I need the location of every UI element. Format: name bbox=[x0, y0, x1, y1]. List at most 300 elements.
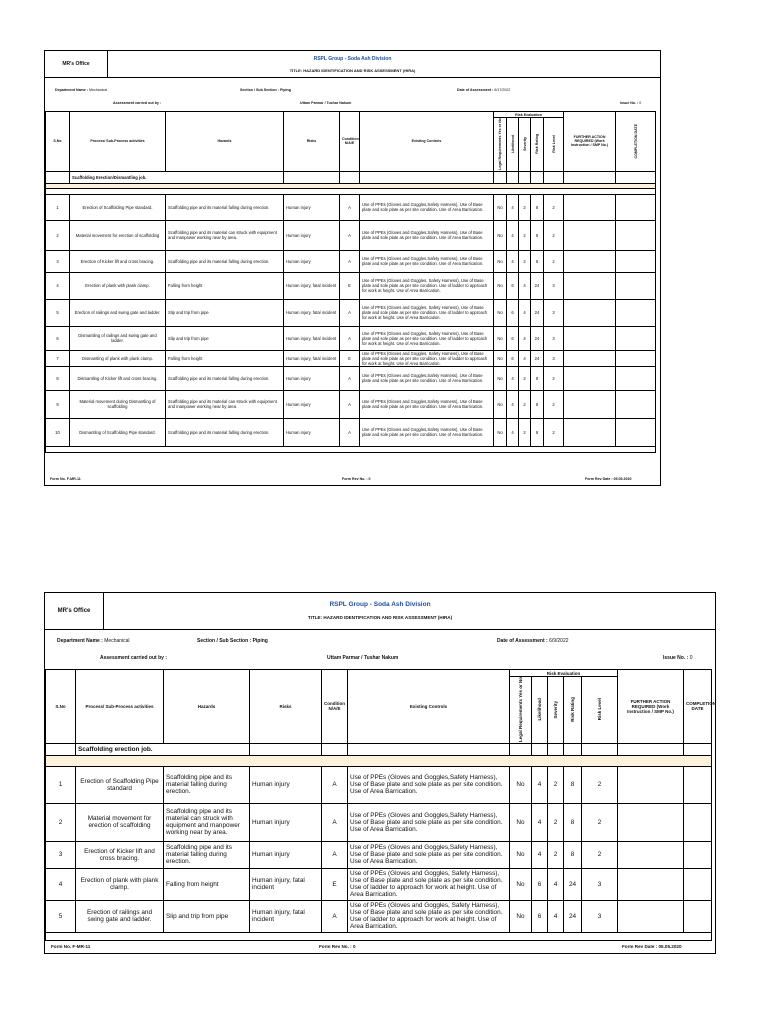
col-legal bbox=[510, 677, 532, 744]
cell-risk: Human injury bbox=[250, 766, 322, 803]
cell-sno: 2 bbox=[46, 803, 76, 841]
cell-risk-level: 3 bbox=[544, 326, 564, 350]
cell-legal: No bbox=[494, 326, 507, 350]
cell-likelihood: 6 bbox=[532, 868, 548, 900]
col-severity-label: Severity bbox=[553, 700, 558, 719]
cell-likelihood: 4 bbox=[507, 366, 519, 390]
cell-severity: 2 bbox=[548, 803, 564, 841]
cell-severity: 2 bbox=[519, 418, 531, 446]
cell-further-action bbox=[564, 366, 616, 390]
job-title-row bbox=[46, 171, 656, 183]
cell-sno: 4 bbox=[46, 272, 70, 299]
spacer-cell bbox=[46, 446, 656, 452]
cell-further-action bbox=[564, 326, 616, 350]
job-blank bbox=[684, 743, 712, 755]
col-hazards: Hazards bbox=[164, 670, 250, 744]
cell-control: Use of PPEs (Gloves and Goggles,Safety Harness), Use of Base plate and sole plate as per site condition. Use of Area Barrication. bbox=[360, 390, 494, 418]
job-blank bbox=[494, 171, 507, 183]
cell-sno: 7 bbox=[46, 350, 70, 366]
cell-risk: Human injury, fatal incident bbox=[284, 272, 340, 299]
cell-further-action bbox=[618, 868, 684, 900]
spacer-row bbox=[46, 446, 656, 452]
cell-risk-rating: 24 bbox=[531, 350, 544, 366]
cell-completion-date bbox=[616, 366, 656, 390]
cell-further-action bbox=[564, 299, 616, 326]
cell-condition: A bbox=[340, 299, 360, 326]
cell-likelihood: 4 bbox=[507, 418, 519, 446]
form-header bbox=[45, 593, 715, 630]
cell-risk-level: 3 bbox=[544, 299, 564, 326]
cell-legal: No bbox=[494, 250, 507, 272]
cell-likelihood: 6 bbox=[507, 350, 519, 366]
table-row bbox=[46, 841, 712, 868]
cell-hazard: Falling from height bbox=[166, 272, 284, 299]
cell-risk-level: 3 bbox=[544, 350, 564, 366]
cell-likelihood: 4 bbox=[507, 220, 519, 250]
col-risks: Risks bbox=[250, 670, 322, 744]
cell-control: Use of PPEs (Gloves and Goggles,Safety Harness), Use of Base plate and sole plate as per site condition. Use of Area Barrication. bbox=[360, 418, 494, 446]
cell-process: Erection of Scaffolding Pipe standard bbox=[76, 766, 164, 803]
job-blank bbox=[531, 171, 544, 183]
spacer-row bbox=[46, 932, 712, 940]
table-row bbox=[46, 326, 656, 350]
cell-process: Material movement for erection of scaffolding bbox=[76, 803, 164, 841]
cell-legal: No bbox=[494, 366, 507, 390]
cell-further-action bbox=[564, 250, 616, 272]
department-field bbox=[57, 638, 130, 644]
cell-hazard: Slip and trip from pipe bbox=[164, 900, 250, 932]
col-further-action: FURTHER ACTION REQUIRED (Work Instruction / SMP No.) bbox=[564, 112, 616, 172]
col-process: Process/ Sub-Process activities bbox=[76, 670, 164, 744]
job-blank bbox=[348, 743, 510, 755]
hira-form-page-1 bbox=[44, 50, 661, 486]
cell-sno: 6 bbox=[46, 326, 70, 350]
cell-risk: Human injury bbox=[284, 366, 340, 390]
job-blank bbox=[510, 743, 532, 755]
table-row bbox=[46, 194, 656, 220]
cell-risk-level: 3 bbox=[582, 900, 618, 932]
cell-risk-level: 2 bbox=[582, 803, 618, 841]
col-risk-level bbox=[544, 118, 564, 172]
cell-risk: Human injury, fatal incident bbox=[284, 299, 340, 326]
cell-control: Use of PPEs (Gloves and Goggles,Safety Harness), Use of Base plate and sole plate as per site condition. Use of Area Barrication. bbox=[360, 250, 494, 272]
job-blank bbox=[284, 171, 340, 183]
cell-risk-level: 2 bbox=[544, 390, 564, 418]
job-blank bbox=[250, 743, 322, 755]
cell-legal: No bbox=[494, 194, 507, 220]
cell-risk-rating: 24 bbox=[564, 900, 582, 932]
cell-sno: 5 bbox=[46, 299, 70, 326]
cell-severity: 2 bbox=[519, 390, 531, 418]
table-row bbox=[46, 390, 656, 418]
col-controls: Existing Controls bbox=[348, 670, 510, 744]
cell-further-action bbox=[618, 900, 684, 932]
issue-field bbox=[663, 655, 692, 661]
section-field bbox=[240, 88, 291, 92]
cell-completion-date bbox=[684, 766, 712, 803]
footer-form-no: Form No. F-MR-11 bbox=[51, 944, 91, 949]
cell-process: Dismantling of Kicker lift and cross bracing. bbox=[70, 366, 166, 390]
cell-risk-rating: 8 bbox=[531, 194, 544, 220]
cell-likelihood: 6 bbox=[532, 900, 548, 932]
cell-risk-rating: 8 bbox=[531, 366, 544, 390]
cell-hazard: Slip and trip from pipe bbox=[166, 299, 284, 326]
cell-risk: Human injury, fatal incident bbox=[284, 350, 340, 366]
cell-completion-date bbox=[684, 841, 712, 868]
section-label: Section / Sub Section : bbox=[197, 638, 252, 644]
table-row bbox=[46, 299, 656, 326]
cell-control: Use of PPEs (Gloves and Goggles,Safety Harness), Use of Base plate and sole plate as per site condition. Use of Area Barrication. bbox=[360, 220, 494, 250]
cell-risk-level: 2 bbox=[544, 194, 564, 220]
col-severity bbox=[548, 677, 564, 744]
cell-hazard: Falling from height bbox=[166, 350, 284, 366]
cell-risk-level: 3 bbox=[544, 272, 564, 299]
cell-hazard: Scaffolding pipe and its material falling during erection. bbox=[164, 766, 250, 803]
col-risk-rating bbox=[564, 677, 582, 744]
issue-field bbox=[620, 101, 641, 105]
cell-control: Use of PPEs (Gloves and Goggles, Safety Harness), Use of Base plate and sole plate as per site condition. Use of ladder to approach for work at height. Use of Area Barrication. bbox=[348, 900, 510, 932]
col-severity bbox=[519, 118, 531, 172]
cell-condition: A bbox=[340, 418, 360, 446]
cell-further-action bbox=[564, 194, 616, 220]
cell-hazard: Scaffolding pipe and its material falling during erection. bbox=[164, 841, 250, 868]
cell-likelihood: 4 bbox=[507, 194, 519, 220]
department-value: Mechanical bbox=[104, 638, 130, 644]
cell-risk: Human injury bbox=[284, 418, 340, 446]
cell-legal: No bbox=[494, 272, 507, 299]
cell-severity: 4 bbox=[519, 350, 531, 366]
footer-form-no: Form No. F-MR-11 bbox=[50, 477, 81, 481]
cell-severity: 2 bbox=[519, 194, 531, 220]
office-label: MR's Office bbox=[45, 593, 104, 629]
cell-control: Use of PPEs (Gloves and Goggles,Safety Harness), Use of Base plate and sole plate as per site condition. Use of Area Barrication. bbox=[348, 766, 510, 803]
cell-sno: 2 bbox=[46, 220, 70, 250]
cell-sno: 4 bbox=[46, 868, 76, 900]
section-value: Piping bbox=[252, 638, 268, 644]
col-severity-label: Severity bbox=[522, 136, 527, 151]
cell-severity: 2 bbox=[519, 366, 531, 390]
col-likelihood-label: Likelihood bbox=[537, 698, 542, 721]
cell-likelihood: 4 bbox=[532, 766, 548, 803]
cell-sno: 8 bbox=[46, 366, 70, 390]
cell-likelihood: 4 bbox=[532, 841, 548, 868]
cell-risk-level: 3 bbox=[582, 868, 618, 900]
cell-sno: 9 bbox=[46, 390, 70, 418]
job-cell-blank bbox=[46, 743, 76, 755]
company-name: RSPL Group - Soda Ash Division bbox=[329, 601, 431, 608]
cell-severity: 4 bbox=[519, 326, 531, 350]
col-hazards: Hazards bbox=[166, 112, 284, 172]
cell-condition: A bbox=[340, 250, 360, 272]
col-risk-level-label: Risk Level bbox=[597, 698, 602, 721]
carried-out-value: Uttam Parmar / Tushar Nakum bbox=[300, 101, 352, 105]
col-legal-label: Legal Requirements Yes or No bbox=[518, 677, 523, 742]
cell-legal: No bbox=[494, 299, 507, 326]
department-label: Department Name : bbox=[55, 88, 88, 92]
section-label: Section / Sub Section : bbox=[240, 88, 279, 92]
assessment-date-field bbox=[457, 88, 510, 92]
section-value: Piping bbox=[279, 88, 291, 92]
col-sno: S.No bbox=[46, 112, 70, 172]
date-value: 6/17/2022 bbox=[494, 88, 511, 92]
cell-hazard: Scaffolding pipe and its material can struck with equipment and manpower working near by area. bbox=[166, 220, 284, 250]
date-label: Date of Assessment : bbox=[497, 638, 548, 644]
cell-process: Erection of Kicker lift and cross bracing. bbox=[70, 250, 166, 272]
cell-likelihood: 4 bbox=[507, 250, 519, 272]
cell-control: Use of PPEs (Gloves and Goggles, Safety Harness), Use of Base plate and sole plate as per site condition. Use of ladder to approach for work at height. Use of Area Barrication. bbox=[348, 868, 510, 900]
cell-risk-rating: 24 bbox=[531, 299, 544, 326]
cell-control: Use of PPEs (Gloves and Goggles, Safety Harness), Use of Base plate and sole plate as per site condition. Use of ladder to approach for work at height. Use of Area Barrication. bbox=[360, 272, 494, 299]
col-risk-level-label: Risk Level bbox=[551, 135, 556, 153]
job-blank bbox=[544, 171, 564, 183]
table-row bbox=[46, 418, 656, 446]
col-condition: Condition N/A/E bbox=[322, 670, 348, 744]
cell-legal: No bbox=[494, 220, 507, 250]
table-row bbox=[46, 803, 712, 841]
job-blank bbox=[582, 743, 618, 755]
hira-table-1 bbox=[45, 111, 656, 453]
table-row bbox=[46, 350, 656, 366]
cell-risk: Human injury, fatal incident bbox=[284, 326, 340, 350]
cell-legal: No bbox=[494, 390, 507, 418]
cell-process: Material movement for erection of scaffolding bbox=[70, 220, 166, 250]
cell-likelihood: 6 bbox=[507, 326, 519, 350]
cell-completion-date bbox=[616, 220, 656, 250]
section-field bbox=[197, 638, 268, 644]
cell-hazard: Scaffolding pipe and its material falling during erection. bbox=[166, 418, 284, 446]
cell-sno: 3 bbox=[46, 250, 70, 272]
job-blank bbox=[340, 171, 360, 183]
col-legal bbox=[494, 118, 507, 172]
cell-risk-rating: 8 bbox=[564, 803, 582, 841]
col-completion-date bbox=[684, 670, 716, 744]
cell-legal: No bbox=[510, 868, 532, 900]
risk-evaluation-header: Risk Evaluation bbox=[510, 670, 618, 677]
job-blank bbox=[564, 171, 616, 183]
table-row bbox=[46, 272, 656, 299]
cell-risk-rating: 8 bbox=[564, 766, 582, 803]
cell-risk-level: 2 bbox=[582, 841, 618, 868]
cell-risk: Human injury, fatal incident bbox=[250, 900, 322, 932]
cell-likelihood: 6 bbox=[507, 299, 519, 326]
job-title: Scaffolding Erection/Dismantling job. bbox=[70, 171, 284, 183]
table-row bbox=[46, 868, 712, 900]
cell-process: Dismantling of plank with plank clamp. bbox=[70, 350, 166, 366]
cell-hazard: Scaffolding pipe and its material falling during erection. bbox=[166, 366, 284, 390]
footer-rev-date: Form Rev Date : 05.05.2020 bbox=[622, 944, 682, 949]
form-title: TITLE: HAZARD IDENTIFICATION AND RISK ASSESSMENT (HIRA) bbox=[289, 68, 416, 73]
cell-condition: A bbox=[322, 900, 348, 932]
col-risk-rating bbox=[531, 118, 544, 172]
cell-control: Use of PPEs (Gloves and Goggles, Safety Harness), Use of Base plate and sole plate as per site condition. Use of ladder to approach for work at height. Use of Area Barrication. bbox=[360, 350, 494, 366]
col-legal-label: Legal Requirements Yes or No bbox=[498, 118, 502, 170]
cell-risk: Human injury, fatal incident bbox=[250, 868, 322, 900]
cell-further-action bbox=[564, 272, 616, 299]
cell-process: Erection of Scaffolding Pipe standard. bbox=[70, 194, 166, 220]
cell-severity: 4 bbox=[548, 868, 564, 900]
cell-further-action bbox=[618, 803, 684, 841]
cell-further-action bbox=[564, 220, 616, 250]
cell-process: Dismantling of Scaffolding Pipe standard. bbox=[70, 418, 166, 446]
issue-value: 0 bbox=[639, 101, 642, 105]
cell-condition: A bbox=[340, 220, 360, 250]
col-likelihood bbox=[507, 118, 519, 172]
col-completion-label: COMPLETION DATE bbox=[633, 123, 638, 159]
cell-process: Material movement during Dismantling of scaffolding bbox=[70, 390, 166, 418]
col-further-action: FURTHER ACTION REQUIRED (Work Instruction / SMP No.) bbox=[618, 670, 684, 744]
cell-condition: E bbox=[340, 350, 360, 366]
cell-condition: E bbox=[340, 272, 360, 299]
cell-severity: 4 bbox=[519, 299, 531, 326]
form-title: TITLE: HAZARD IDENTIFICATION AND RISK ASSESSMENT (HIRA) bbox=[307, 615, 453, 620]
cell-legal: No bbox=[510, 803, 532, 841]
cell-legal: No bbox=[510, 900, 532, 932]
cell-completion-date bbox=[616, 299, 656, 326]
cell-process: Erection of railings and swing gate and ladder. bbox=[70, 299, 166, 326]
footer-rev-date: Form Rev Date : 05.05.2020 bbox=[585, 477, 632, 481]
cell-further-action bbox=[618, 841, 684, 868]
cell-condition: A bbox=[340, 194, 360, 220]
cell-process: Erection of railings and swing gate and ladder. bbox=[76, 900, 164, 932]
cell-condition: A bbox=[322, 766, 348, 803]
cell-risk-rating: 8 bbox=[531, 220, 544, 250]
cell-further-action bbox=[564, 418, 616, 446]
risk-evaluation-header: Risk Evaluation bbox=[494, 112, 564, 118]
carried-out-label: Assessment carried out by : bbox=[113, 101, 162, 105]
cell-sno: 3 bbox=[46, 841, 76, 868]
col-controls: Existing Controls bbox=[360, 112, 494, 172]
hira-form-page-2 bbox=[44, 592, 716, 954]
spacer-cell bbox=[46, 932, 712, 940]
carried-out-label: Assessment carried out by : bbox=[100, 655, 167, 661]
cell-further-action bbox=[564, 390, 616, 418]
footer-rev-no: Form Rev No. : 0 bbox=[319, 944, 356, 949]
cell-completion-date bbox=[616, 418, 656, 446]
cell-condition: A bbox=[340, 390, 360, 418]
table-row bbox=[46, 900, 712, 932]
cell-process: Erection of plank with plank clamp. bbox=[70, 272, 166, 299]
date-label: Date of Assessment : bbox=[457, 88, 494, 92]
cell-risk: Human injury bbox=[250, 803, 322, 841]
cell-risk-level: 2 bbox=[544, 220, 564, 250]
cell-risk: Human injury bbox=[284, 220, 340, 250]
col-completion-label: COMPLETION DATE bbox=[686, 701, 716, 712]
department-value: Mechanical bbox=[88, 88, 108, 92]
col-likelihood bbox=[532, 677, 548, 744]
cell-risk-rating: 8 bbox=[564, 841, 582, 868]
cell-risk-rating: 8 bbox=[531, 390, 544, 418]
job-blank bbox=[616, 171, 656, 183]
job-blank bbox=[360, 171, 494, 183]
cell-process: Erection of Kicker lift and cross bracing. bbox=[76, 841, 164, 868]
cell-likelihood: 6 bbox=[507, 272, 519, 299]
cell-likelihood: 4 bbox=[532, 803, 548, 841]
col-risk-rating-label: Risk Rating bbox=[570, 697, 575, 722]
cell-control: Use of PPEs (Gloves and Goggles,Safety Harness), Use of Base plate and sole plate as per site condition. Use of Area Barrication. bbox=[360, 366, 494, 390]
cell-control: Use of PPEs (Gloves and Goggles,Safety Harness), Use of Base plate and sole plate as per site condition. Use of Area Barrication. bbox=[360, 194, 494, 220]
cell-risk-level: 2 bbox=[582, 766, 618, 803]
hira-table-2 bbox=[45, 669, 716, 941]
carried-out-value: Uttam Parmar / Tushar Nakum bbox=[327, 655, 399, 661]
cell-condition: A bbox=[322, 803, 348, 841]
cell-risk-level: 2 bbox=[544, 418, 564, 446]
cell-hazard: Scaffolding pipe and its material falling during erection. bbox=[166, 194, 284, 220]
cell-risk: Human injury bbox=[284, 390, 340, 418]
cell-sno: 10 bbox=[46, 418, 70, 446]
issue-label: Issue No. : bbox=[620, 101, 639, 105]
job-blank bbox=[507, 171, 519, 183]
cell-completion-date bbox=[616, 272, 656, 299]
cell-further-action bbox=[618, 766, 684, 803]
cell-hazard: Scaffolding pipe and its material falling during erection. bbox=[166, 250, 284, 272]
cell-severity: 2 bbox=[519, 250, 531, 272]
cell-severity: 4 bbox=[519, 272, 531, 299]
cell-severity: 2 bbox=[548, 766, 564, 803]
cell-hazard: Slip and trip from pipe bbox=[166, 326, 284, 350]
cell-completion-date bbox=[616, 326, 656, 350]
cell-risk-level: 2 bbox=[544, 250, 564, 272]
cell-further-action bbox=[564, 350, 616, 366]
table-row bbox=[46, 766, 712, 803]
cell-hazard: Scaffolding pipe and its material can struck with equipment and manpower working near by area. bbox=[164, 803, 250, 841]
spacer-cell bbox=[46, 755, 712, 766]
cell-condition: A bbox=[340, 366, 360, 390]
office-label: MR's Office bbox=[45, 51, 108, 77]
cell-sno: 1 bbox=[46, 766, 76, 803]
cell-control: Use of PPEs (Gloves and Goggles,Safety Harness), Use of Base plate and sole plate as per site condition. Use of Area Barrication. bbox=[348, 841, 510, 868]
col-completion-date bbox=[616, 112, 656, 172]
col-sno: S.No bbox=[46, 670, 76, 744]
cell-legal: No bbox=[510, 766, 532, 803]
cell-completion-date bbox=[616, 390, 656, 418]
cell-sno: 5 bbox=[46, 900, 76, 932]
department-field bbox=[55, 88, 107, 92]
cell-legal: No bbox=[510, 841, 532, 868]
cell-severity: 2 bbox=[548, 841, 564, 868]
company-name: RSPL Group - Soda Ash Division bbox=[313, 56, 392, 62]
cell-control: Use of PPEs (Gloves and Goggles, Safety Harness), Use of Base plate and sole plate as per site condition. Use of ladder to approach for work at height. Use of Area Barrication. bbox=[360, 326, 494, 350]
cell-risk: Human injury bbox=[250, 841, 322, 868]
job-blank bbox=[519, 171, 531, 183]
col-likelihood-label: Likelihood bbox=[510, 134, 515, 153]
col-risk-level bbox=[582, 677, 618, 744]
cell-risk-rating: 8 bbox=[531, 418, 544, 446]
assessment-date-field bbox=[497, 638, 569, 644]
cell-risk: Human injury bbox=[284, 194, 340, 220]
job-title: Scaffolding erection job. bbox=[76, 743, 250, 755]
cell-sno: 1 bbox=[46, 194, 70, 220]
cell-completion-date bbox=[684, 900, 712, 932]
cell-condition: E bbox=[322, 868, 348, 900]
cell-process: Erection of plank with plank clamp. bbox=[76, 868, 164, 900]
job-cell-blank bbox=[46, 171, 70, 183]
form-header bbox=[45, 51, 660, 78]
table-row bbox=[46, 250, 656, 272]
col-condition: Condition N/A/E bbox=[340, 112, 360, 172]
issue-label: Issue No. : bbox=[663, 655, 689, 661]
cell-hazard: Scaffolding pipe and its material can struck with equipment and manpower working near by area. bbox=[166, 390, 284, 418]
cell-risk: Human injury bbox=[284, 250, 340, 272]
cell-legal: No bbox=[494, 350, 507, 366]
cell-risk-rating: 8 bbox=[531, 250, 544, 272]
cell-control: Use of PPEs (Gloves and Goggles,Safety Harness), Use of Base plate and sole plate as per site condition. Use of Area Barrication. bbox=[348, 803, 510, 841]
cell-severity: 2 bbox=[519, 220, 531, 250]
cell-completion-date bbox=[616, 350, 656, 366]
cell-completion-date bbox=[616, 250, 656, 272]
cell-completion-date bbox=[616, 194, 656, 220]
job-blank bbox=[548, 743, 564, 755]
job-blank bbox=[322, 743, 348, 755]
